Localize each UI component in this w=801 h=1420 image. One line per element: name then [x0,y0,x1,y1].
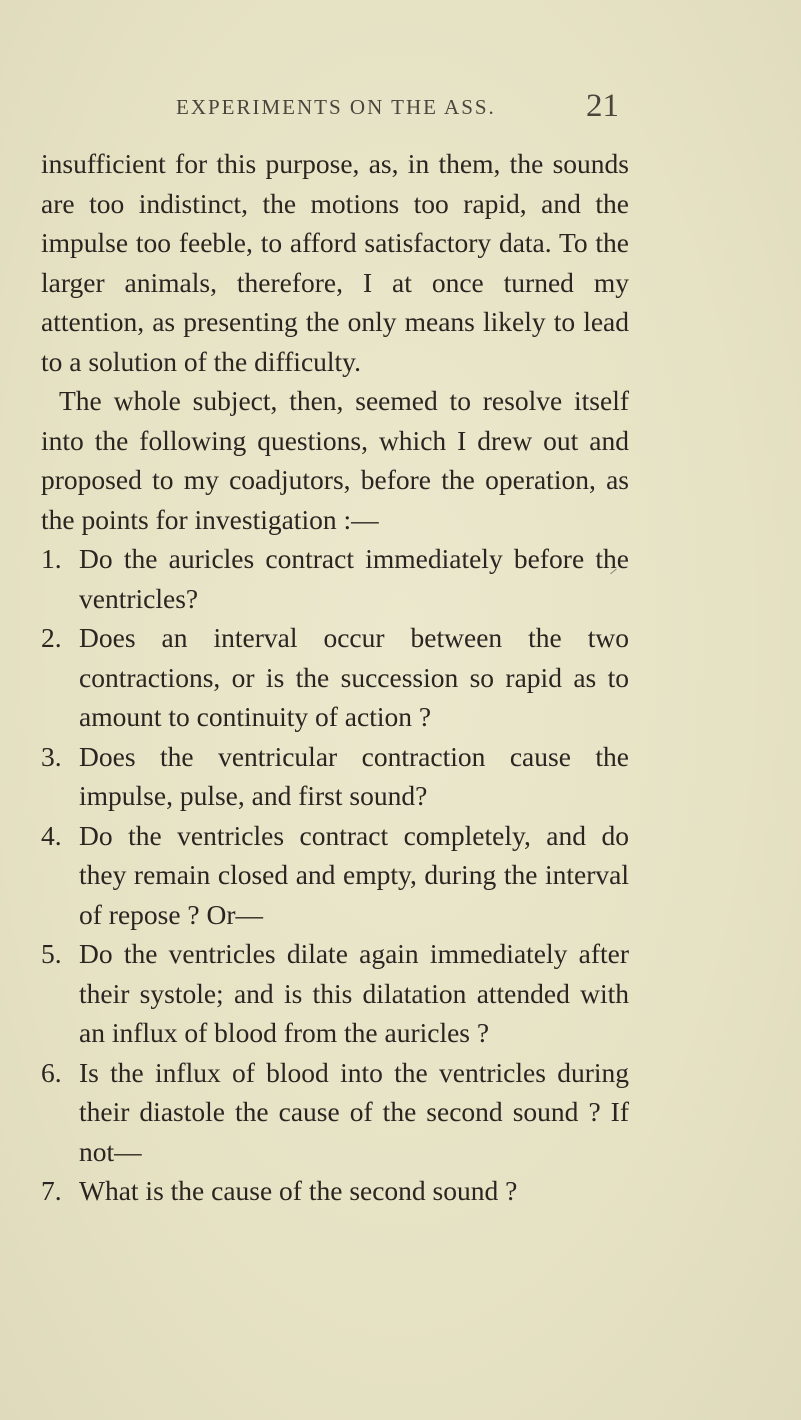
question-list [41,539,629,1211]
paragraph-1: insufficient for this purpose, as, in them, the sounds are too indistinct, the motions too rapid, and the impulse too feeble, to afford satisfactory data. To the larger animals, therefore, I at once turned my attention, as presenting the only means likely to lead to a solution of the difficulty. [41,148,629,377]
question-item [41,1171,629,1211]
running-head [0,88,801,132]
question-item [41,1053,629,1172]
question-item [41,816,629,935]
question-item [41,539,629,618]
question-number: 2. [41,622,62,653]
question-text: Do the auricles contract immediately before the ventricles? [79,543,629,614]
question-text: Do the ventricles contract completely, and do they remain closed and empty, during the interval of repose ? Or— [79,819,629,930]
question-text: Do the ventricles dilate again immediately after their systole; and is this dilatation attended with an influx of blood from the auricles ? [79,938,629,1048]
running-title: EXPERIMENTS ON THE ASS. [176,95,496,119]
question-text: Does the ventricular contraction cause the impulse, pulse, and first sound? [79,740,629,811]
question-text: Does an interval occur between the two contractions, or is the succession so rapid as to amount to continuity of action ? [79,622,629,732]
body-text [41,144,629,1211]
question-number: 3. [41,740,62,772]
question-number: 4. [41,819,62,851]
question-number: 1. [41,543,62,574]
question-text: What is the cause of the second sound ? [79,1175,518,1206]
question-number: 5. [41,938,62,969]
question-item [41,934,629,1053]
question-text: Is the influx of blood into the ventricles during their diastole the cause of the second sound ? If not— [79,1056,629,1167]
page-number: 21 [586,88,619,124]
paragraph-2: The whole subject, then, seemed to resolve itself into the following questions, which I drew out and proposed to my coadjutors, before the operation, as the points for investigation :— [41,385,629,535]
question-item [41,737,629,816]
question-number: 7. [41,1175,62,1206]
question-number: 6. [41,1056,62,1088]
question-item [41,618,629,737]
